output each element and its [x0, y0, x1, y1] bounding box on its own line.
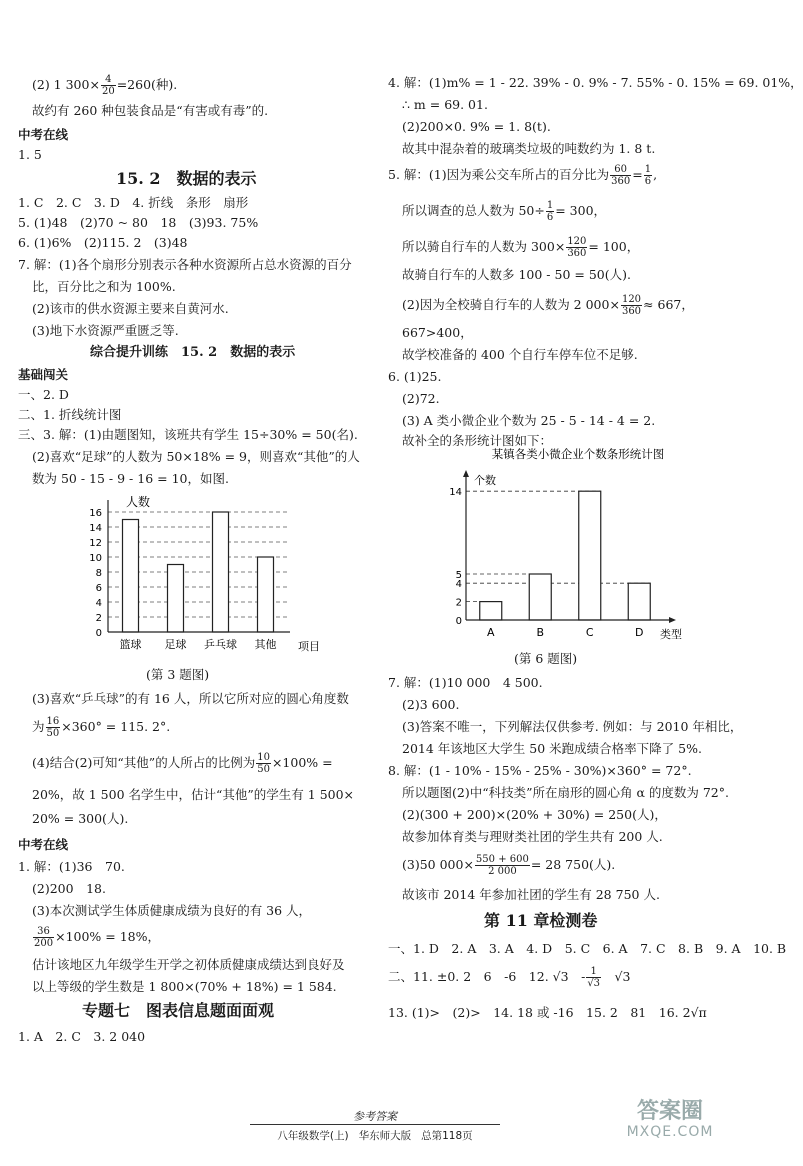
answer-line: 1. C 2. C 3. D 4. 折线 条形 扇形	[18, 195, 249, 210]
answer-line: (3)本次测试学生体质健康成绩为良好的有 36 人，	[32, 903, 312, 918]
answer-line: $\frac{36}{200}$ ×100% = 18%，	[34, 926, 161, 949]
y-tick-label: 16	[89, 508, 102, 519]
bar	[213, 512, 229, 632]
answer-line: 故该市 2014 年参加社团的学生有 28 750 人.	[402, 887, 660, 902]
answer-line: 二、1. 折线统计图	[18, 407, 122, 422]
section-label: 中考在线	[18, 837, 69, 852]
y-tick-label: 4	[95, 598, 102, 609]
x-tick-label: A	[486, 626, 495, 639]
fraction: $\frac{10}{50}$	[257, 752, 270, 775]
fraction: $\frac{1}{6}$	[644, 164, 652, 187]
bar	[628, 583, 650, 620]
answer-line: (2)200 18.	[32, 881, 106, 896]
y-tick-label: 6	[95, 583, 102, 594]
x-tick-label: 篮球	[119, 638, 142, 651]
y-tick-label: 2	[455, 597, 462, 609]
fraction: $\frac{4}{20}$	[101, 74, 115, 97]
answer-line: 故参加体育类与理财类社团的学生共有 200 人.	[402, 829, 663, 844]
answer-line: (3)地下水资源严重匮乏等.	[32, 323, 179, 338]
answer-line: 三、3. 解：(1)由题图知，该班共有学生 15÷30% = 50(名).	[18, 427, 358, 442]
answer-line: 故约有 260 种包装食品是“有害或有毒”的.	[32, 103, 269, 118]
answer-line: (2)该市的供水资源主要来自黄河水.	[32, 301, 229, 316]
x-tick-label: B	[536, 626, 545, 639]
fraction: $\frac{550 + 600}{2 000}$	[475, 854, 529, 877]
answer-line: 6. (1)25.	[388, 369, 442, 384]
answer-line: 故其中混杂着的玻璃类垃圾的吨数约为 1. 8 t.	[402, 141, 656, 156]
x-tick-label: C	[585, 626, 594, 639]
footer-info: 八年级数学(上) 华东师大版 总第118页	[277, 1130, 473, 1142]
answer-line: 比，百分比之和为 100%.	[32, 279, 176, 294]
section-label: 中考在线	[18, 127, 69, 142]
x-tick-label: D	[635, 626, 644, 639]
answer-line: 估计该地区九年级学生开学之初体质健康成绩达到良好及	[32, 957, 345, 972]
answer-line: 20% = 300(人).	[32, 811, 129, 826]
section-title: 专题七 图表信息题面面观	[82, 1001, 275, 1020]
answer-line: (2)(300 + 200)×(20% + 30%) = 250(人)，	[402, 807, 667, 822]
answer-line: 5. (1)48 (2)70 ~ 80 18 (3)93. 75%	[18, 215, 259, 230]
answer-line: 数为 50 - 15 - 9 - 16 = 10，如图.	[32, 471, 229, 486]
y-tick-label: 5	[455, 570, 462, 581]
answer-line: 6. (1)6% (2)115. 2 (3)48	[18, 235, 188, 250]
answer-line: 二、11. ±0. 2 6 -6 12. √3 - $\frac{1}{√3}$ √3	[388, 966, 631, 989]
answer-line: 20%，故 1 500 名学生中，估计“其他”的学生有 1 500×	[32, 787, 355, 802]
fraction: $\frac{120}{360}$	[621, 294, 642, 317]
x-axis-label: 项目	[298, 640, 320, 653]
fraction: $\frac{1}{√3}$	[587, 966, 601, 989]
answer-line: (3)50 000× $\frac{550 + 600}{2 000}$ = 28 750(人).	[402, 854, 616, 877]
x-axis-label: 类型	[660, 628, 682, 641]
y-axis-arrow	[463, 470, 469, 477]
answer-line: 1. A 2. C 3. 2 040	[18, 1029, 146, 1044]
section-title: 15. 2 数据的表示	[116, 169, 257, 188]
bar	[258, 557, 274, 632]
y-axis-label: 个数	[474, 474, 496, 487]
y-tick-label: 4	[455, 579, 462, 591]
answer-line: 所以题图(2)中“科技类”所在扇形的圆心角 α 的度数为 72°.	[402, 785, 729, 800]
y-tick-label: 12	[89, 538, 102, 549]
bar	[168, 565, 184, 633]
x-tick-label: 足球	[164, 638, 187, 651]
y-tick-label: 14	[449, 487, 462, 499]
answer-line: (2)200×0. 9% = 1. 8(t).	[402, 119, 551, 134]
answer-line: (2)72.	[402, 391, 440, 406]
y-tick-label: 8	[95, 568, 102, 579]
fraction: $\frac{1}{6}$	[546, 200, 554, 223]
section-title: 综合提升训练 15. 2 数据的表示	[90, 345, 296, 360]
answer-line: 5. 解：(1)因为乘公交车所占的百分比为 $\frac{60}{360}$ = $\frac{1}{6}$ ,	[388, 164, 658, 187]
answer-line: 13. (1)> (2)> 14. 18 或 -16 15. 2 81 16. 2√π	[388, 1005, 707, 1020]
bar-chart-q3	[58, 492, 328, 662]
answer-line: 所以调查的总人数为 50÷ $\frac{1}{6}$ = 300，	[402, 200, 607, 223]
answer-line: 1. 5	[18, 147, 42, 162]
answer-line: 1. 解：(1)36 70.	[18, 859, 125, 874]
fraction: $\frac{120}{360}$	[567, 236, 587, 259]
axis-title: 人数	[126, 495, 151, 509]
answer-line: 667>400，	[402, 325, 473, 340]
answer-line: 所以骑自行车的人数为 300× $\frac{120}{360}$ = 100，	[402, 236, 640, 259]
bar	[123, 520, 139, 633]
section-title: 第 11 章检测卷	[484, 911, 598, 930]
answer-line: (2) 1 300× $\frac{4}{20}$ =260(种).	[32, 74, 178, 97]
answer-line: 7. 解：(1)10 000 4 500.	[388, 675, 543, 690]
answer-line: 以上等级的学生数是 1 800×(70% + 18%) = 1 584.	[32, 979, 337, 994]
answer-line: 故骑自行车的人数多 100 - 50 = 50(人).	[402, 267, 631, 282]
x-tick-label: 乒乓球	[204, 638, 237, 651]
answer-line: (3)答案不唯一，下列解法仅供参考. 例如：与 2010 年相比，	[402, 719, 743, 734]
y-tick-label: 14	[89, 523, 102, 534]
bar	[480, 602, 502, 620]
footer-rule	[250, 1124, 500, 1125]
y-tick-label: 0	[95, 628, 102, 639]
fraction: $\frac{36}{200}$	[34, 926, 54, 949]
footer-title: 参考答案	[353, 1110, 397, 1123]
x-axis-arrow	[669, 617, 676, 623]
answer-line: 为 $\frac{16}{50}$ ×360° = 115. 2°.	[32, 716, 171, 739]
answer-line: 8. 解：(1 - 10% - 15% - 25% - 30%)×360° = 72°.	[388, 763, 692, 778]
bar	[579, 491, 601, 620]
answer-line: (2)3 600.	[402, 697, 460, 712]
answer-line: 故补全的条形统计图如下：	[402, 433, 553, 448]
answer-line: 2014 年该地区大学生 50 米跑成绩合格率下降了 5%.	[402, 741, 702, 756]
figure-caption: (第 3 题图)	[146, 667, 210, 682]
y-tick-label: 0	[455, 616, 462, 627]
answer-line: (3) A 类小微企业个数为 25 - 5 - 14 - 4 = 2.	[402, 413, 656, 428]
bar	[529, 574, 551, 620]
x-tick-label: 其他	[254, 638, 277, 651]
bar-chart-q6	[438, 446, 718, 646]
answer-line: 故学校准备的 400 个自行车停车位不足够.	[402, 347, 638, 362]
section-label: 基础闯关	[18, 367, 69, 382]
answer-line: (2)喜欢“足球”的人数为 50×18% = 9，则喜欢“其他”的人	[32, 449, 360, 464]
answer-line: (2)因为全校骑自行车的人数为 2 000× $\frac{120}{360}$ ≈ 667，	[402, 294, 694, 317]
y-tick-label: 10	[89, 553, 102, 564]
answer-line: 7. 解：(1)各个扇形分别表示各种水资源所占总水资源的百分	[18, 257, 352, 272]
figure-caption: (第 6 题图)	[514, 651, 578, 666]
watermark: 答案圈 MXQE.COM	[626, 1099, 714, 1140]
answer-line: 一、1. D 2. A 3. A 4. D 5. C 6. A 7. C 8. B 9. A 10. B	[388, 941, 787, 956]
fraction: $\frac{16}{50}$	[46, 716, 60, 739]
chart-title: 某镇各类小微企业个数条形统计图	[491, 447, 665, 461]
answer-line: 4. 解：(1)m% = 1 - 22. 39% - 0. 9% - 7. 55% - 0. 15% = 69. 01%，	[388, 75, 803, 90]
answer-line: (4)结合(2)可知“其他”的人所占的比例为 $\frac{10}{50}$ ×100% =	[32, 752, 333, 775]
fraction: $\frac{60}{360}$	[611, 164, 631, 187]
answer-line: (3)喜欢“乒乓球”的有 16 人，所以它所对应的圆心角度数	[32, 691, 349, 706]
answer-line: 一、2. D	[18, 387, 69, 402]
answer-line: ∴ m = 69. 01.	[402, 97, 488, 112]
y-tick-label: 2	[95, 613, 102, 624]
